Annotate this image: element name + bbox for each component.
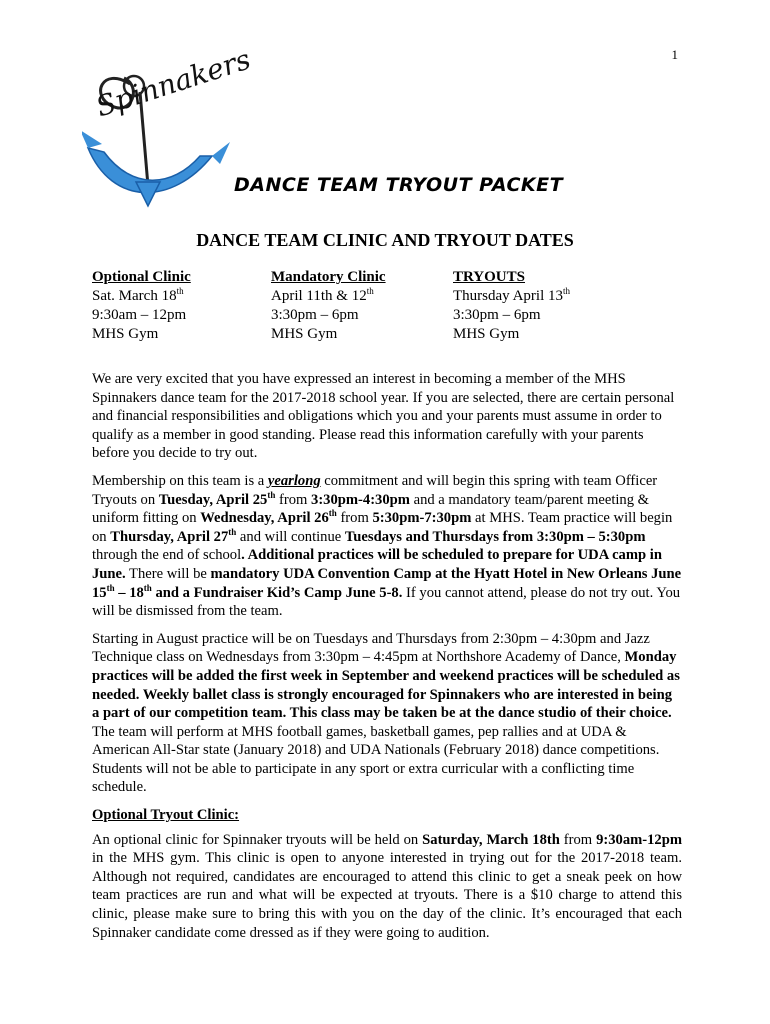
time-line: 9:30am – 12pm xyxy=(92,307,187,323)
page-number: 1 xyxy=(671,47,678,62)
logo-text: Spinnakers xyxy=(92,42,255,124)
location-line: MHS Gym xyxy=(271,326,338,342)
date-line: Sat. March 18th xyxy=(92,286,184,304)
column-heading: TRYOUTS xyxy=(453,269,525,285)
column-heading: Optional Clinic xyxy=(92,269,191,285)
date-line: Thursday April 13th xyxy=(453,286,571,304)
dates-column-mandatory xyxy=(271,268,471,344)
membership-paragraph: Membership on this team is a yearlong commitment and will begin this spring with team Officer Tryouts on Tuesday, April 25th from 3:30pm-4:30pm and a mandatory team/parent meeting & uniform fitting on Wednesday, April 26th from 5:30pm-7:30pm at MHS. Team practice will begin on Thursday, April 27th and will continue Tuesdays and Thursdays from 3:30pm – 5:30pm through the end of school. Additional practices will be scheduled to prepare for UDA camp in June. There will be mandatory UDA Convention Camp at the Hyatt Hotel in New Orleans June 15th – 18th and a Fundraiser Kid’s Camp June 5-8. If you cannot attend, please do not try out. You will be dismissed from the team. xyxy=(92,472,682,620)
intro-paragraph: We are very excited that you have expressed an interest in becoming a member of the MHS Spinnakers dance team for the 2017-2018 school year. If you are selected, there are certain personal and financial responsibilities and obligations which you and your parents must assume in order to qualify as a member in good standing. Please read this information carefully with your parents before you decide to try out. xyxy=(92,371,675,462)
date-line: April 11th & 12th xyxy=(271,286,374,304)
schedule-paragraph: Starting in August practice will be on Tuesdays and Thursdays from 2:30pm – 4:30pm and Jazz Technique class on Wednesdays from 3:30pm – 4:45pm at Northshore Academy of Dance, Monday practices will be added the first week in September and weekend practices will be scheduled as needed. Weekly ballet class is strongly encouraged for Spinnakers who are interested in being a part of our competition team. This class may be taken be at the dance studio of their choice. The team will perform at MHS football games, basketball games, pep rallies and at UDA & American All-Star state (January 2018) and UDA Nationals (February 2018) dance competitions. Students will not be able to participate in any sport or extra curricular with a conflicting time schedule. xyxy=(92,630,680,796)
dates-column-tryouts xyxy=(453,268,653,344)
clinic-heading: Optional Tryout Clinic: xyxy=(92,807,240,824)
clinic-paragraph: An optional clinic for Spinnaker tryouts will be held on Saturday, March 18th from 9:30am-12pm in the MHS gym. This clinic is open to anyone interested in trying out for the 2017-2018 team. Although not required, candidates are encouraged to attend this clinic to get a sneak peek on how team practices are run and what will be expected at tryouts. There is a $10 charge to attend this clinic, please make sure to bring this with you on the day of the clinic. It’s encouraged that each Spinnaker candidate come dressed as if they were going to audition. xyxy=(92,831,682,941)
section-title: DANCE TEAM CLINIC AND TRYOUT DATES xyxy=(196,230,574,250)
location-line: MHS Gym xyxy=(92,326,159,342)
dates-column-optional xyxy=(92,268,292,344)
column-heading: Mandatory Clinic xyxy=(271,269,386,285)
body-text xyxy=(92,370,682,951)
location-line: MHS Gym xyxy=(453,326,520,342)
time-line: 3:30pm – 6pm xyxy=(271,307,359,323)
packet-title: DANCE TEAM TRYOUT PACKET xyxy=(234,174,564,196)
time-line: 3:30pm – 6pm xyxy=(453,307,541,323)
